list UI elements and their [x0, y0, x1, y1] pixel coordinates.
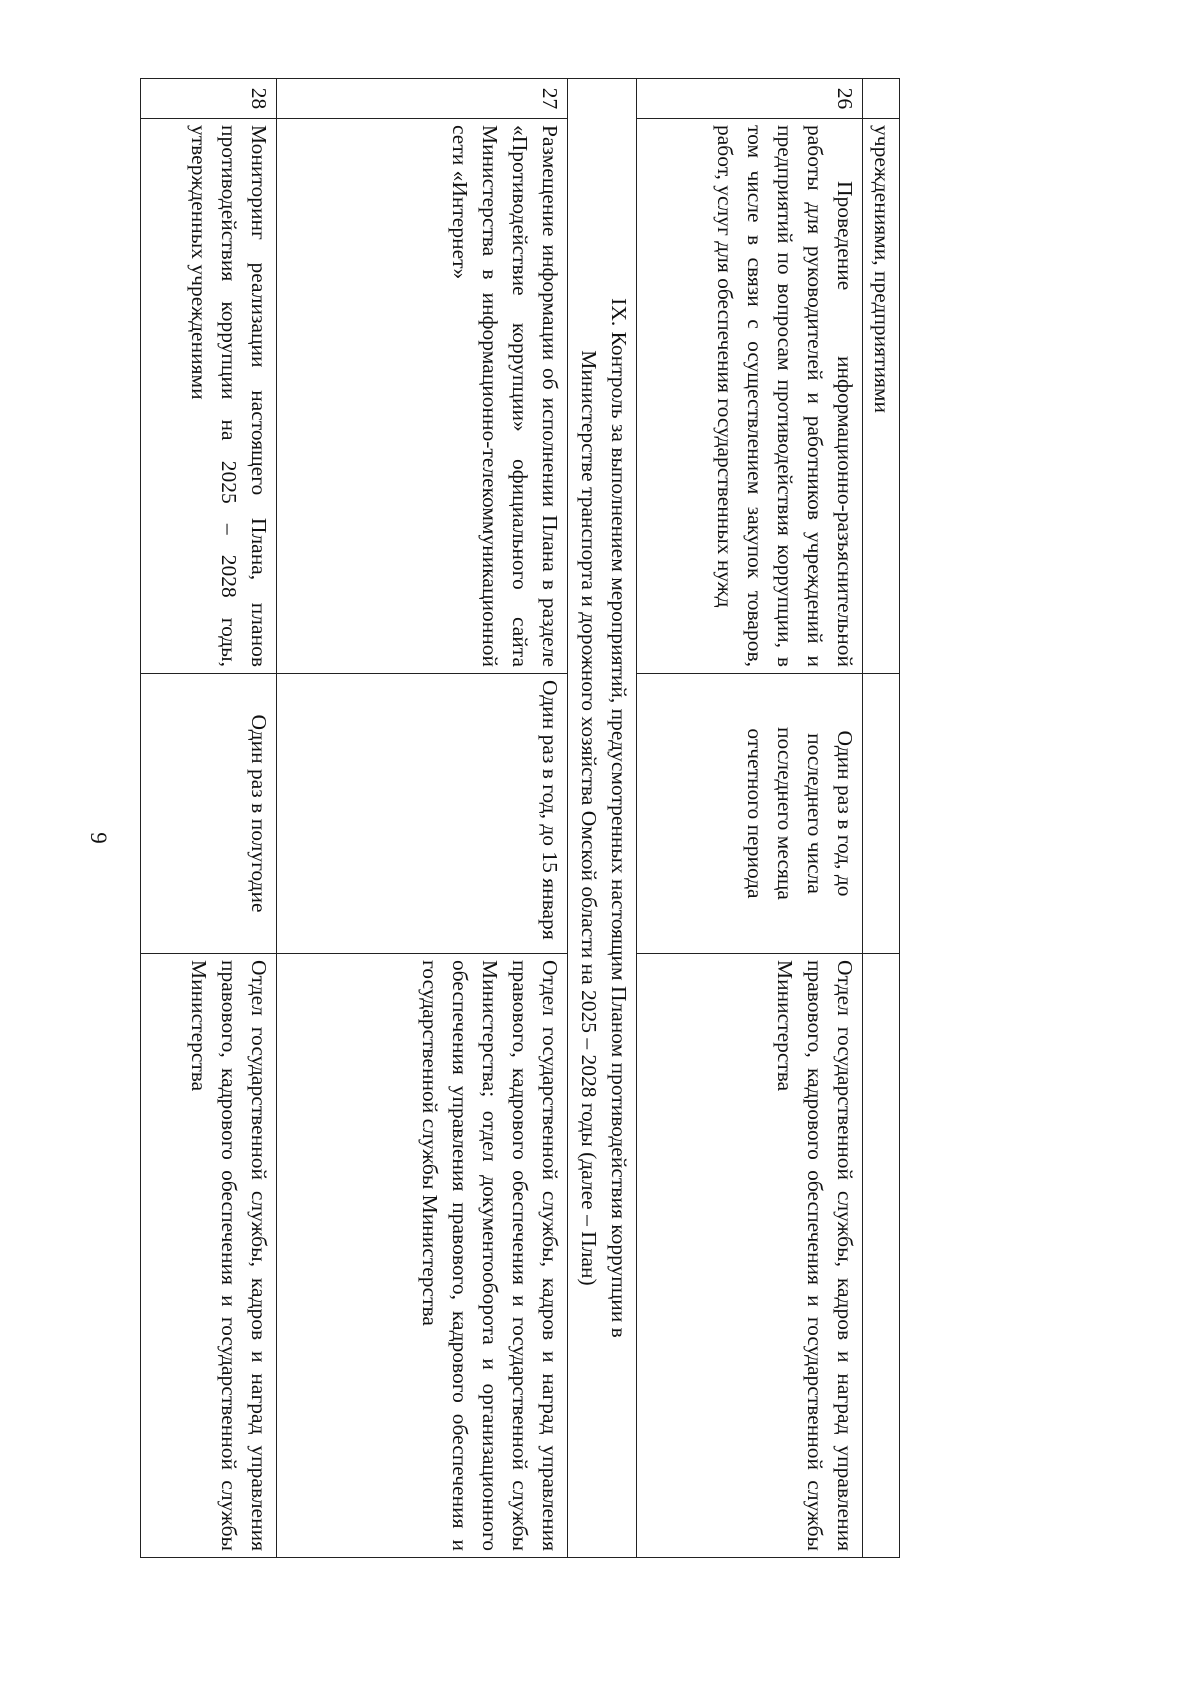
table-row — [637, 79, 863, 1558]
activity-cell: Мониторинг реализации настоящего Плана, планов противодействия коррупции на 2025 – 2028 годы, утвержденных учреждениями — [141, 119, 277, 674]
term-cell: Один раз в полугодие — [141, 674, 277, 954]
term-cell: Один раз в год, до последнего числа последнего месяца отчетного периода — [637, 674, 863, 954]
responsible-cell: Отдел государственной службы, кадров и наград управления правового, кадрового обеспечения и государственной службы Министерства — [637, 954, 863, 1558]
section-heading-line-2: Министерстве транспорта и дорожного хозяйства Омской области на 2025 – 2028 годы (далее – План) — [577, 350, 602, 1286]
table-row — [141, 79, 277, 1558]
section-heading-line-1: IX. Контроль за выполнением мероприятий, предусмотренных настоящим Планом противодействия коррупции в — [607, 298, 632, 1338]
activity-cell: Размещение информации об исполнении Плана в разделе «Противодействие коррупции» официального сайта Министерства в информационно-телекоммуникационной сети «Интернет» — [277, 119, 568, 674]
activity-cell: учреждениями, предприятиями — [863, 119, 900, 674]
responsible-cell: Отдел государственной службы, кадров и наград управления правового, кадрового обеспечения и государственной службы Министерства; отдел документооборота и организационного обеспечения управления правового, кадрового обеспечения и государственной службы Министерства — [277, 954, 568, 1558]
row-number-cell: 26 — [637, 79, 863, 119]
term-cell: Один раз в год, до 15 января — [277, 674, 568, 954]
page-number: 9 — [86, 832, 111, 844]
rotated-table-wrapper — [140, 78, 900, 1558]
term-cell-empty — [863, 674, 900, 954]
section-heading — [568, 79, 637, 1558]
responsible-cell: Отдел государственной службы, кадров и наград управления правового, кадрового обеспечения и государственной службы Министерства — [141, 954, 277, 1558]
anticorruption-plan-table — [140, 78, 900, 1558]
section-heading-row — [568, 79, 637, 1558]
row-number-cell-empty — [863, 79, 900, 119]
row-number-cell: 27 — [277, 79, 568, 119]
table-row — [277, 79, 568, 1558]
row-number-cell: 28 — [141, 79, 277, 119]
responsible-cell-empty — [863, 954, 900, 1558]
activity-cell: Проведение информационно-разъяснительной работы для руководителей и работников учреждений и предприятий по вопросам противодействия коррупции, в том числе в связи с осуществлением закупок товаров, работ, услуг для обеспечения государственных нужд — [637, 119, 863, 674]
table-row-continued — [863, 79, 900, 1558]
